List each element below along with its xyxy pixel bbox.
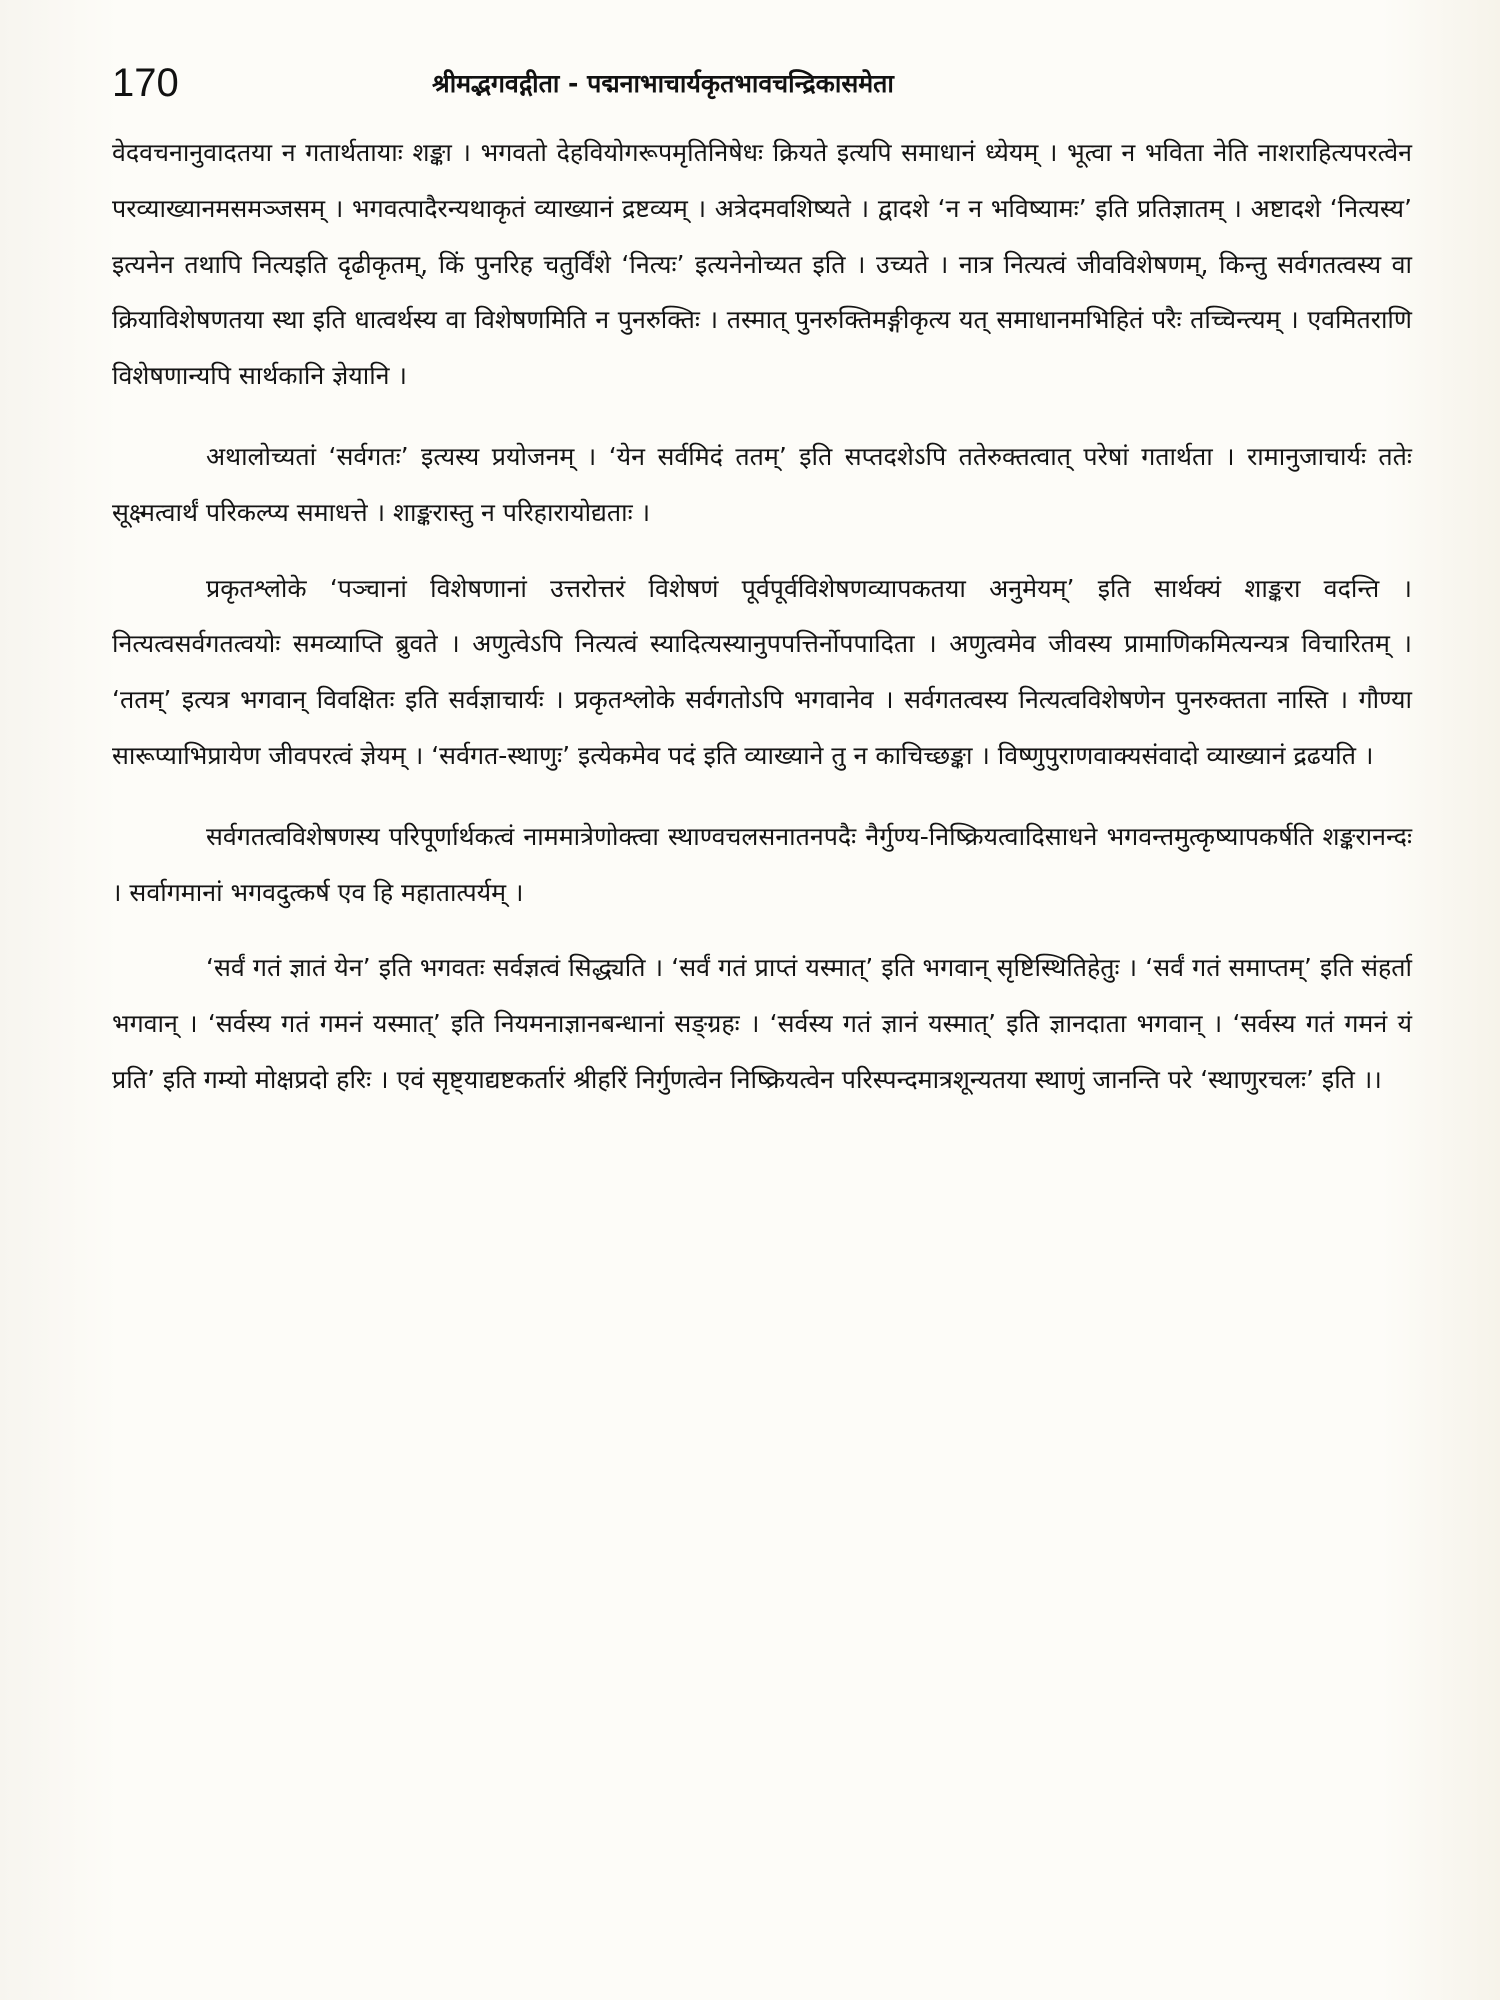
page-number: 170 xyxy=(112,61,179,105)
paragraph-4: सर्वगतत्वविशेषणस्य परिपूर्णार्थकत्वं नाममात्रेणोक्त्वा स्थाण्वचलसनातनपदैः नैर्गुण्य-निष्क्रियत्वादिसाधने भगवन्तमुत्कृष्यापकर्षति शङ्करानन्दः । सर्वागमानां भगवदुत्कर्ष एव हि महातात्पर्यम् । xyxy=(112,821,1412,907)
paragraph-1: वेदवचनानुवादतया न गतार्थतायाः शङ्का । भगवतो देहवियोगरूपमृतिनिषेधः क्रियते इत्यपि समाधानं ध्येयम् । भूत्वा न भविता नेति नाशराहित्यपरत्वेन परव्याख्यानमसमञ्जसम् । भगवत्पादैरन्यथाकृतं व्याख्यानं द्रष्टव्यम् । अत्रेदमवशिष्यते । द्वादशे ‘न न भविष्यामः’ इति प्रतिज्ञातम् । अष्टादशे ‘नित्यस्य’ इत्यनेन तथापि नित्यइति दृढीकृतम्, किं पुनरिह चतुर्विंशे ‘नित्यः’ इत्यनेनोच्यत इति । उच्यते । नात्र नित्यत्वं जीवविशेषणम्, किन्तु सर्वगतत्वस्य वा क्रियाविशेषणतया स्था इति धात्वर्थस्य वा विशेषणमिति न पुनरुक्तिः । तस्मात् पुनरुक्तिमङ्गीकृत्य यत् समाधानमभिहितं परैः तच्चिन्त्यम् । एवमितराणि विशेषणान्यपि सार्थकानि ज्ञेयानि । xyxy=(112,138,1412,391)
paragraph-3: प्रकृतश्लोके ‘पञ्चानां विशेषणानां उत्तरोत्तरं विशेषणं पूर्वपूर्वविशेषणव्यापकतया अनुमेयम्’ इति सार्थक्यं शाङ्करा वदन्ति । नित्यत्वसर्वगतत्वयोः समव्याप्ति ब्रुवते । अणुत्वेऽपि नित्यत्वं स्यादित्यस्यानुपपत्तिर्नोपपादिता । अणुत्वमेव जीवस्य प्रामाणिकमित्यन्यत्र विचारितम् । ‘ततम्’ इत्यत्र भगवान् विवक्षितः इति सर्वज्ञाचार्यः । प्रकृतश्लोके सर्वगतोऽपि भगवानेव । सर्वगतत्वस्य नित्यत्वविशेषणेन पुनरुक्तता नास्ति । गौण्या सारूप्याभिप्रायेण जीवपरत्वं ज्ञेयम् । ‘सर्वगत-स्थाणुः’ इत्येकमेव पदं इति व्याख्याने तु न काचिच्छङ्का । विष्णुपुराणवाक्यसंवादो व्याख्यानं द्रढयति । xyxy=(112,573,1412,770)
running-title: श्रीमद्भगवद्गीता - पद्मनाभाचार्यकृतभावचन्द्रिकासमेता xyxy=(432,69,894,98)
paragraph-2: अथालोच्यतां ‘सर्वगतः’ इत्यस्य प्रयोजनम् । ‘येन सर्वमिदं ततम्’ इति सप्तदशेऽपि ततेरुक्तत्वात् परेषां गतार्थता । रामानुजाचार्यः ततेः सूक्ष्मत्वार्थं परिकल्प्य समाधत्ते । शाङ्करास्तु न परिहारायोद्यताः । xyxy=(112,441,1412,527)
paragraph-5: ‘सर्वं गतं ज्ञातं येन’ इति भगवतः सर्वज्ञत्वं सिद्ध्यति । ‘सर्वं गतं प्राप्तं यस्मात्’ इति भगवान् सृष्टिस्थितिहेतुः । ‘सर्वं गतं समाप्तम्’ इति संहर्ता भगवान् । ‘सर्वस्य गतं गमनं यस्मात्’ इति नियमनाज्ञानबन्धानां सङ्ग्रहः । ‘सर्वस्य गतं ज्ञानं यस्मात्’ इति ज्ञानदाता भगवान् । ‘सर्वस्य गतं गमनं यं प्रति’ इति गम्यो मोक्षप्रदो हरिः । एवं सृष्ट्याद्यष्टकर्तारं श्रीहरिं निर्गुणत्वेन निष्क्रियत्वेन परिस्पन्दमात्रशून्यतया स्थाणुं जानन्ति परे ‘स्थाणुरचलः’ इति ।। xyxy=(112,953,1412,1094)
body-text xyxy=(112,125,1412,1108)
page-header xyxy=(112,58,1412,118)
